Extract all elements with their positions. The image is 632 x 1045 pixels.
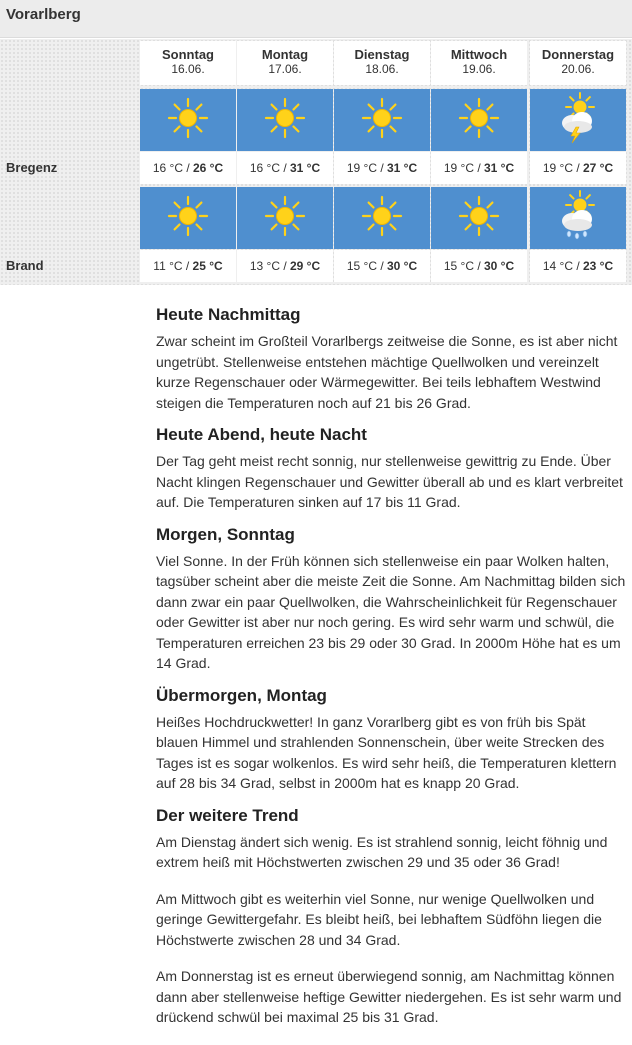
day-header xyxy=(530,41,626,85)
day-name: Montag xyxy=(261,47,309,62)
temperature-cell xyxy=(431,250,527,282)
temperature-cell xyxy=(334,152,430,184)
forecast-section xyxy=(156,686,628,794)
temp-min: 13 °C / xyxy=(249,259,290,273)
day-header xyxy=(140,41,236,85)
city-label-bregenz: Bregenz xyxy=(6,160,58,175)
sun-icon xyxy=(261,94,309,147)
weather-icon-cell xyxy=(530,187,626,249)
section-heading: Heute Nachmittag xyxy=(156,305,301,324)
temperature-cell xyxy=(530,250,626,282)
region-title: Vorarlberg xyxy=(0,0,632,38)
day-date: 16.06. xyxy=(171,62,205,76)
section-paragraph: Zwar scheint im Großteil Vorarlbergs zeitweise die Sonne, es ist aber nicht ungetrübt. Stellenweise entstehen mächtige Quellwolken und vereinzelt kurze Regenschauer oder Wärmegewitter. Bei teils lebhaftem Westwind steigen die Temperaturen noch auf 21 bis 26 Grad. xyxy=(156,333,618,411)
day-name: Mittwoch xyxy=(450,47,508,62)
temperature-cell xyxy=(431,152,527,184)
section-paragraph: Viel Sonne. In der Früh können sich stellenweise ein paar Wolken halten, tagsüber scheint aber die meiste Zeit die Sonne. Am Nachmittag bilden sich dann zwar ein paar Quellwolken, die Wahrscheinlichkeit für Regenschauer oder Gewitter ist aber nur noch gering. Es wird sehr warm und schwül, die Temperaturen erreichen 23 bis 29 oder 30 Grad. In 2000m Höhe hat es um 14 Grad. xyxy=(156,552,626,671)
sun-icon xyxy=(164,94,212,147)
forecast-section xyxy=(156,305,628,413)
section-paragraph: Am Dienstag ändert sich wenig. Es ist strahlend sonnig, leicht föhnig und extrem heiß mit Höchstwerten zwischen 29 und 35 oder 36 Grad! xyxy=(156,833,608,870)
section-heading: Morgen, Sonntag xyxy=(156,524,295,544)
sun-icon xyxy=(358,94,406,147)
temp-max: 30 °C xyxy=(484,259,515,273)
temperature-cell xyxy=(140,152,236,184)
sun-icon xyxy=(455,192,503,245)
weather-icon-cell xyxy=(140,187,236,249)
forecast-section xyxy=(156,525,628,674)
sun-icon xyxy=(455,94,503,147)
forecast-text xyxy=(156,305,628,1040)
temp-max: 29 °C xyxy=(290,259,321,273)
day-header xyxy=(237,41,333,85)
day-date: 19.06. xyxy=(462,62,496,76)
temperature-cell xyxy=(140,250,236,282)
weather-icon-cell xyxy=(431,187,527,249)
section-heading: Der weitere Trend xyxy=(156,805,299,825)
city-label-brand: Brand xyxy=(6,258,44,273)
temp-max: 23 °C xyxy=(583,259,614,273)
section-paragraph: Heißes Hochdruckwetter! In ganz Vorarlberg gibt es von früh bis Spät blauen Himmel und strahlenden Sonnenschein, über weite Strecken des Tages ist es sogar wolkenlos. Es wird sehr heiß, die Temperaturen klettern auf 28 bis 34 Grad, selbst in 2000m hat es knapp 20 Grad. xyxy=(156,713,617,791)
temp-max: 30 °C xyxy=(387,259,418,273)
day-name: Sonntag xyxy=(162,47,214,62)
sun-icon xyxy=(164,192,212,245)
day-date: 18.06. xyxy=(365,62,399,76)
thunderstorm-icon xyxy=(552,91,604,150)
temp-min: 16 °C / xyxy=(152,161,193,175)
weather-icon-cell xyxy=(140,89,236,151)
temp-min: 15 °C / xyxy=(443,259,484,273)
sun-icon xyxy=(261,192,309,245)
weather-icon-cell xyxy=(334,89,430,151)
temperature-cell xyxy=(237,152,333,184)
temp-min: 19 °C / xyxy=(542,161,583,175)
day-header xyxy=(431,41,527,85)
day-header xyxy=(334,41,430,85)
temp-min: 14 °C / xyxy=(542,259,583,273)
temp-min: 19 °C / xyxy=(346,161,387,175)
temp-max: 25 °C xyxy=(192,259,223,273)
day-name: Dienstag xyxy=(354,47,410,62)
temperature-cell xyxy=(237,250,333,282)
weather-icon-cell xyxy=(431,89,527,151)
temp-min: 19 °C / xyxy=(443,161,484,175)
forecast-section xyxy=(156,806,628,1028)
temperature-cell xyxy=(334,250,430,282)
weather-icon-cell xyxy=(237,187,333,249)
day-name: Donnerstag xyxy=(541,47,615,62)
temp-min: 11 °C / xyxy=(153,259,193,273)
temp-max: 31 °C xyxy=(387,161,418,175)
temp-min: 16 °C / xyxy=(249,161,290,175)
temp-max: 31 °C xyxy=(484,161,515,175)
weather-icon-cell xyxy=(530,89,626,151)
section-paragraph: Am Donnerstag ist es erneut überwiegend sonnig, am Nachmittag können dann aber stellenweise heftige Gewitter niedergehen. Es ist sehr warm und drückend schwül bei maximal 25 bis 31 Grad. xyxy=(156,968,622,1025)
day-date: 17.06. xyxy=(268,62,302,76)
temp-max: 26 °C xyxy=(193,161,224,175)
temp-max: 27 °C xyxy=(583,161,614,175)
sun-icon xyxy=(358,192,406,245)
temperature-cell xyxy=(530,152,626,184)
rain-shower-icon xyxy=(552,189,604,248)
section-paragraph: Am Mittwoch gibt es weiterhin viel Sonne, nur wenige Quellwolken und geringe Gewittergefahr. Es bleibt heiß, bei lebhaftem Südföhn liegen die Höchstwerte zwischen 28 und 34 Grad. xyxy=(156,890,602,948)
temp-max: 31 °C xyxy=(290,161,321,175)
temp-min: 15 °C / xyxy=(346,259,387,273)
section-heading: Übermorgen, Montag xyxy=(156,685,327,705)
day-date: 20.06. xyxy=(561,62,595,76)
forecast-section xyxy=(156,425,628,513)
section-paragraph: Der Tag geht meist recht sonnig, nur stellenweise gewittrig zu Ende. Über Nacht klingen Regenschauer und Gewitter überall ab und es klart verbreitet auf. Die Temperaturen sinken auf 17 bis 11 Grad. xyxy=(156,453,623,510)
weather-icon-cell xyxy=(237,89,333,151)
section-heading: Heute Abend, heute Nacht xyxy=(156,425,367,444)
weather-icon-cell xyxy=(334,187,430,249)
